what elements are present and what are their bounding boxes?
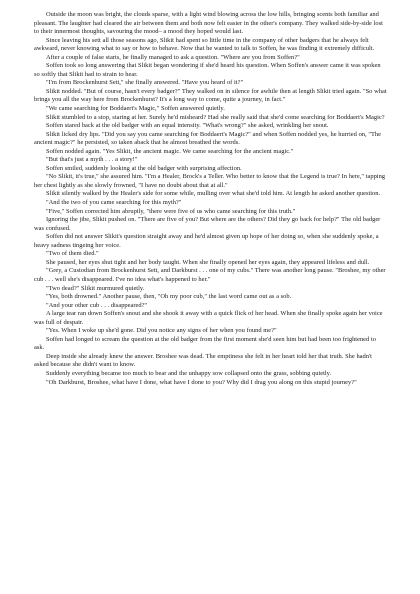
paragraph: Suddenly everything became too much to bear and the unhappy sow collapsed onto the grass, sobbing quietly. xyxy=(46,369,332,377)
paragraph: Since leaving his sett all those seasons ago, Slikit had spent so little time in the company of other badgers that he always felt awkward, never knowing what to say or how to behave. Now that he wanted to talk to Soffen, he was finding it extremely difficult. xyxy=(34,36,375,53)
paragraph: "Five," Soffen corrected him abruptly, "there were five of us who came searching for this truth." xyxy=(46,207,296,215)
paragraph: "I'm from Brockenhurst Sett," she finally answered. "Have you heard of it?" xyxy=(46,79,244,87)
paragraph: Slikit silently walked by the Healer's side for some while, mulling over what she'd told him. At length he asked another question. xyxy=(46,190,381,198)
paragraph: "Two dead?" Slikit murmured quietly. xyxy=(46,284,145,292)
paragraph: Soffen took so long answering that Slikit began wondering if she'd heard his question. When Soffen's answer came it was spoken so softly that Slikit had to strain to hear. xyxy=(34,62,381,78)
paragraph: Slikit licked dry lips. "Did you say you came searching for Boddaert's Magic?" and when Soffen nodded yes, he hurried on, "The ancient magic?" he persisted, so taken aback that he almost breathed the words. xyxy=(34,130,381,147)
paragraph: Slikit stumbled to a stop, staring at her. Surely he'd misheard? Had she really said that she'd come searching for Boddaert's Magic? xyxy=(46,113,385,121)
paragraph: Ignoring the jibe, Slikit pushed on. "There are five of you? But where are the others? Did they go back for help?" The old badger was confused. xyxy=(34,216,381,232)
paragraph: "And the two of you came searching for this myth?" xyxy=(46,199,182,207)
paragraph: "Oh Darkburst, Broshee, what have I done, what have I done to you? Why did I drag you along on this stupid journey?" xyxy=(46,378,357,386)
paragraph: "Yes, both drowned." Another pause, then, "Oh my poor cub," the last word came out as a sob. xyxy=(46,293,292,301)
paragraph: "We came searching for Boddaert's Magic," Soffen answered quietly. xyxy=(46,105,225,113)
paragraph: Slikit nodded. "But of course, hasn't every badger?" They walked on in silence for awhile then at length Slikit tried again. "So what brings you all the way here from Brockenhurst? It's a long way to come, quite a journey, in fact." xyxy=(34,87,387,104)
paragraph: After a couple of false starts, he finally managed to ask a question. "Where are you from Soffen?" xyxy=(46,53,300,61)
paragraph: Soffen stared back at the old badger with an equal intensity. "What's wrong?" she asked, wrinkling her snout. xyxy=(46,122,329,130)
paragraph: "And your other cub . . . disappeared?" xyxy=(46,301,148,309)
paragraph: Soffen did not answer Slikit's question straight away and he'd almost given up hope of her doing so, when she suddenly spoke, a heavy sadness tingeing her voice. xyxy=(34,233,379,249)
paragraph: Outside the moon was bright, the clouds sparse, with a light wind blowing across the low hills, bringing scents both familiar and pleasant. The laughter had cleared the air between them and both now felt easier in the other's company. They walked side-by-side lost to their innermost thoughts, savouring the mood– a mood they hoped would last. xyxy=(34,11,383,36)
paragraph: "No Slikit, it's true," she assured him. "I'm a Healer, Brock's a Teller. Who better to know that the Legend is true? In here," tapping her chest lightly as she slowly frowned, "I have no doubt about that at all." xyxy=(34,173,386,189)
paragraph: Deep inside she already knew the answer. Broshee was dead. The emptiness she felt in her heart told her that truth. She hadn't asked because she didn't want to know. xyxy=(34,352,372,369)
paragraph: She paused, her eyes shut tight and her body taught. When she finally opened her eyes again, they appeared lifeless and dull. xyxy=(46,258,370,266)
paragraph: "But that's just a myth . . . a story!" xyxy=(46,156,138,164)
paragraph: Soffen nodded again. "Yes Slikit, the ancient magic. We came searching for the ancient magic." xyxy=(46,147,294,155)
paragraph: Soffen had longed to scream the question at the old badger from the first moment she'd seen him but had been too frightened to ask. xyxy=(34,335,376,352)
paragraph: "Yes. When I woke up she'd gone. Did you notice any signs of her when you found me?" xyxy=(46,327,277,335)
paragraph: "Grey, a Custodian from Brockenhurst Sett, and Darkburst . . . one of my cubs." There was another long pause. "Broshee, my other cub . . . well she's disappeared. I've no idea what's happened to her." xyxy=(34,267,386,283)
paragraph: Soffen smiled, suddenly looking at the old badger with surprising affection. xyxy=(46,164,242,172)
paragraph: "Two of them died." xyxy=(46,250,99,258)
paragraph: A large tear ran down Soffen's snout and she shook it away with a quick flick of her head. When she finally spoke again her voice was full of despair. xyxy=(34,310,383,326)
